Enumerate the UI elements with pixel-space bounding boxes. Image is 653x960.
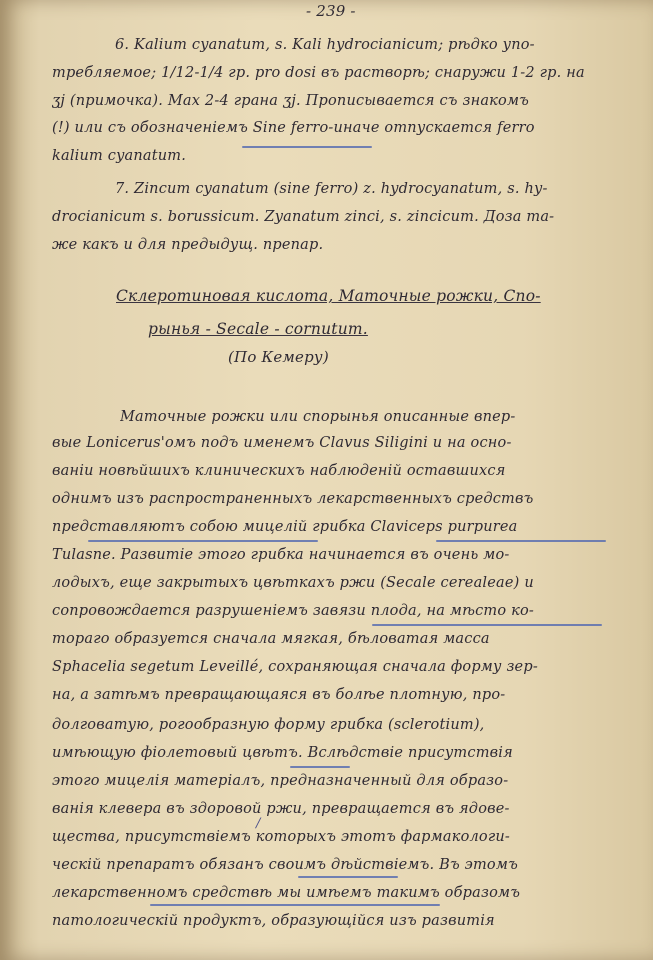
body-line-17: ческій препаратъ обязанъ своимъ дѣйствіемъ. Въ этомъ — [52, 857, 518, 873]
line-3: ʒj (примочка). Max 2-4 грана ʒj. Прописывается съ знакомъ — [52, 93, 530, 109]
body-line-19: патологическій продуктъ, образующійся изъ развитія — [52, 913, 495, 929]
body-line-4: однимъ изъ распространенныхъ лекарственныхъ средствъ — [52, 491, 534, 507]
line-7: drocianicum s. borussicum. Zyanatum zinci, s. zincicum. Доза та- — [52, 209, 555, 225]
body-line-12: долговатую, рогообразную форму грибка (sclerotium), — [52, 717, 485, 733]
body-line-8: сопровождается разрушеніемъ завязи плода, на мѣсто ко- — [52, 603, 534, 619]
body-line-11: на, а затѣмъ превращающаяся въ болѣе плотную, про- — [52, 687, 506, 703]
section-heading-line-1: Склеротиновая кислота, Маточные рожки, Спо- — [116, 287, 541, 305]
blue-underline-mark — [372, 624, 602, 626]
line-2: требляемое; 1/12-1/4 гр. pro dosi въ растворѣ; снаружи 1-2 гр. на — [52, 65, 585, 81]
line-6: 7. Zincum cyanatum (sine ferro) z. hydrocyanatum, s. hy- — [115, 181, 548, 197]
body-line-1: Маточные рожки или спорынья описанные впер- — [120, 409, 516, 425]
line-8: же какъ и для предыдущ. препар. — [52, 237, 324, 253]
body-line-6: Tulasne. Развитіе этого грибка начинается въ очень мо- — [52, 547, 510, 563]
section-subheading: (По Кемеру) — [228, 348, 329, 366]
body-line-13: имѣющую фіолетовый цвѣтъ. Вслѣдствіе присутствія — [52, 745, 513, 761]
line-4: (!) или съ обозначеніемъ Sine ferro-иначе отпускается ferro — [52, 120, 535, 136]
body-line-16: щества, присутствіемъ которыхъ этотъ фармакологи- — [52, 829, 511, 845]
blue-correction-mark: / — [256, 816, 261, 831]
blue-underline-mark — [436, 540, 606, 542]
blue-underline-mark — [242, 146, 372, 148]
body-line-9: тораго образуется сначала мягкая, бѣловатая масса — [52, 631, 490, 647]
blue-underline-mark — [298, 876, 398, 878]
section-heading-line-2: рынья - Secale - cornutum. — [148, 320, 368, 338]
body-line-5: представляютъ собою мицелій грибка Claviceps purpurea — [52, 519, 518, 535]
blue-underline-mark — [290, 766, 350, 768]
body-line-3: ваніи новѣйшихъ клиническихъ наблюденій оставшихся — [52, 463, 506, 479]
body-line-10: Sphacelia segetum Leveillé, сохраняющая сначала форму зер- — [52, 659, 538, 675]
body-line-2: вые Lonicerus'омъ подъ именемъ Clavus Siligini и на осно- — [52, 435, 512, 451]
body-line-14: этого мицелія матеріалъ, предназначенный для образо- — [52, 773, 509, 789]
line-5: kalium cyanatum. — [52, 148, 187, 164]
body-line-18: лекарственномъ средствѣ мы имѣемъ такимъ образомъ — [52, 885, 521, 901]
blue-underline-mark — [150, 904, 440, 906]
page-number: - 239 - — [306, 2, 356, 20]
body-line-15: ванія клевера въ здоровой ржи, превращается въ ядове- — [52, 801, 510, 817]
body-line-7: лодыхъ, еще закрытыхъ цвѣткахъ ржи (Secale cerealeae) и — [52, 575, 534, 591]
line-1: 6. Kalium cyanatum, s. Kali hydrocianicum; рѣдко упо- — [115, 37, 535, 53]
blue-underline-mark — [88, 540, 318, 542]
